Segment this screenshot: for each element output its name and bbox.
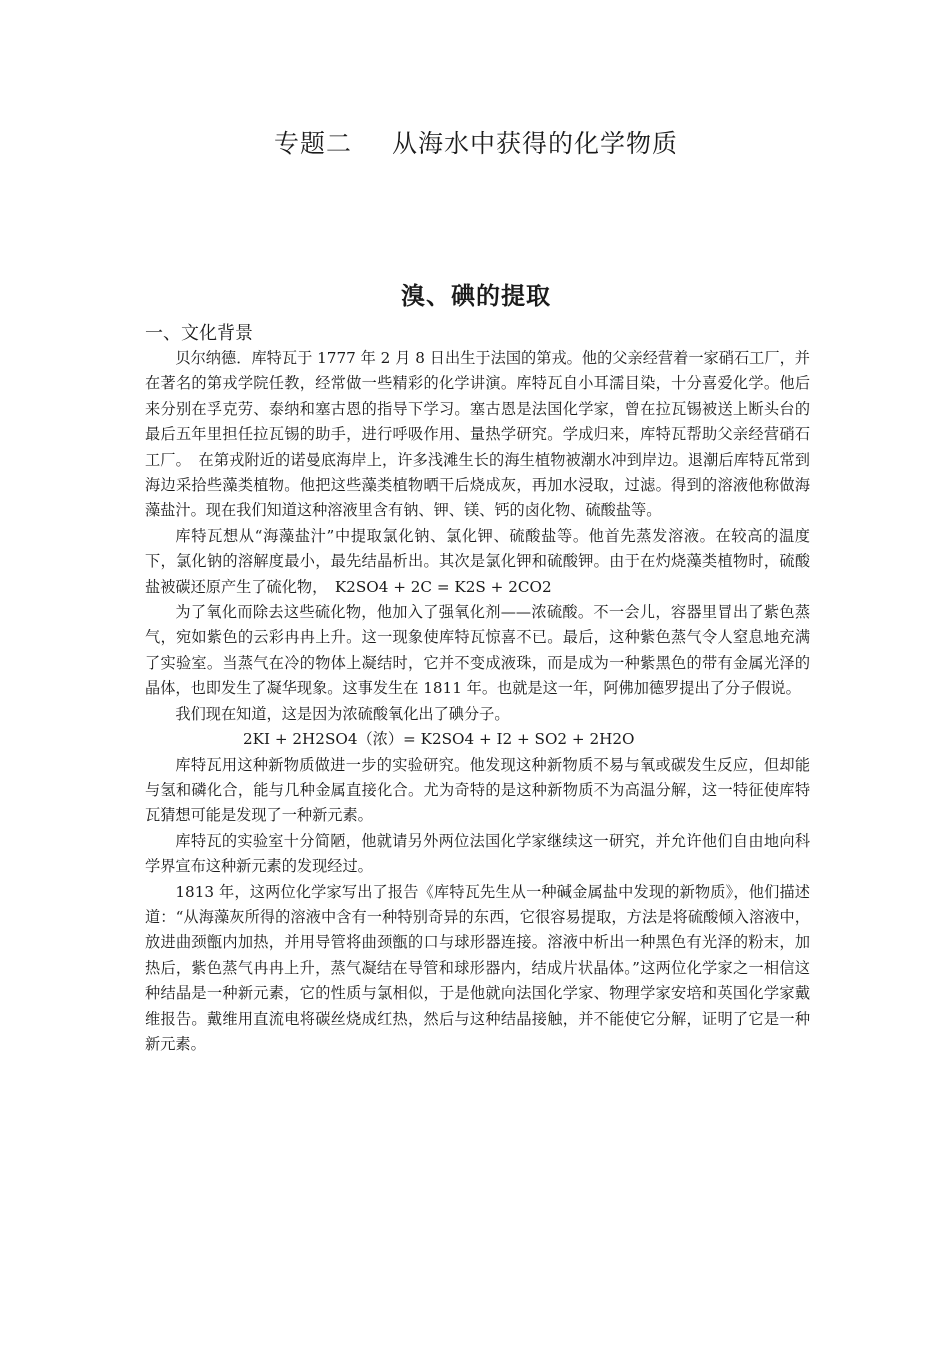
- paragraph: 库特瓦用这种新物质做进一步的实验研究。他发现这种新物质不易与氧或碳发生反应，但却能与氢和磷化合，能与几种金属直接化合。尤为奇特的是这种新物质不为高温分解，这一特征使库特瓦猜想可能是发现了一种新元素。: [145, 755, 810, 825]
- body-text: [145, 346, 810, 1057]
- chemical-equation: 2KI + 2H2SO4（浓）= K2SO4 + I2 + SO2 + 2H2O: [243, 730, 635, 749]
- paragraph: 我们现在知道，这是因为浓硫酸氧化出了碘分子。: [175, 704, 510, 723]
- paragraph: 库特瓦想从“海藻盐汁”中提取氯化钠、氯化钾、硫酸盐等。他首先蒸发溶液。在较高的温度下，氯化钠的溶解度最小，最先结晶析出。其次是氯化钾和硫酸钾。由于在灼烧藻类植物时，硫酸盐被碳还原产生了硫化物， K2SO4 + 2C = K2S + 2CO2: [145, 526, 810, 596]
- title-part-1: 专题二: [273, 129, 352, 158]
- paragraph: 库特瓦的实验室十分简陋，他就请另外两位法国化学家继续这一研究，并允许他们自由地向科学界宣布这种新元素的发现经过。: [145, 831, 810, 876]
- paragraph: 为了氧化而除去这些硫化物，他加入了强氧化剂——浓硫酸。不一会儿，容器里冒出了紫色蒸气，宛如紫色的云彩冉冉上升。这一现象使库特瓦惊喜不已。最后，这种紫色蒸气令人窒息地充满了实验室。当蒸气在冷的物体上凝结时，它并不变成液珠，而是成为一种紫黑色的带有金属光泽的晶体，也即发生了凝华现象。这事发生在 1811 年。也就是这一年，阿佛加德罗提出了分子假说。: [145, 603, 810, 698]
- section-heading: 一、文化背景: [145, 323, 253, 344]
- paragraph: 1813 年，这两位化学家写出了报告《库特瓦先生从一种碱金属盐中发现的新物质》，他们描述道：“从海藻灰所得的溶液中含有一种特别奇异的东西，它很容易提取，方法是将硫酸倾入溶液中，放进曲颈甑内加热，并用导管将曲颈甑的口与球形器连接。溶液中析出一种黑色有光泽的粉末，加热后，紫色蒸气冉冉上升，蒸气凝结在导管和球形器内，结成片状晶体。”这两位化学家之一相信这种结晶是一种新元素，它的性质与氯相似，于是他就向法国化学家、物理学家安培和英国化学家戴维报告。戴维用直流电将碳丝烧成红热，然后与这种结晶接触，并不能使它分解，证明了它是一种新元素。: [145, 882, 810, 1053]
- section-title: 溴、碘的提取: [401, 281, 551, 310]
- title-part-2: 从海水中获得的化学物质: [392, 129, 679, 158]
- paragraph: 贝尔纳德．库特瓦于 1777 年 2 月 8 日出生于法国的第戎。他的父亲经营着一家硝石工厂，并在著名的第戎学院任教，经常做一些精彩的化学讲演。库特瓦自小耳濡目染，十分喜爱化学。他后来分别在孚克劳、泰纳和塞古恩的指导下学习。塞古恩是法国化学家，曾在拉瓦锡被送上断头台的最后五年里担任拉瓦锡的助手，进行呼吸作用、量热学研究。学成归来，库特瓦帮助父亲经营硝石工厂。 在第戎附近的诺曼底海岸上，许多浅滩生长的海生植物被潮水冲到岸边。退潮后库特瓦常到海边采拾些藻类植物。他把这些藻类植物晒干后烧成灰，再加水浸取，过滤。得到的溶液他称做海藻盐汁。现在我们知道这种溶液里含有钠、钾、镁、钙的卤化物、硫酸盐等。: [145, 349, 810, 520]
- page-title: [0, 124, 952, 160]
